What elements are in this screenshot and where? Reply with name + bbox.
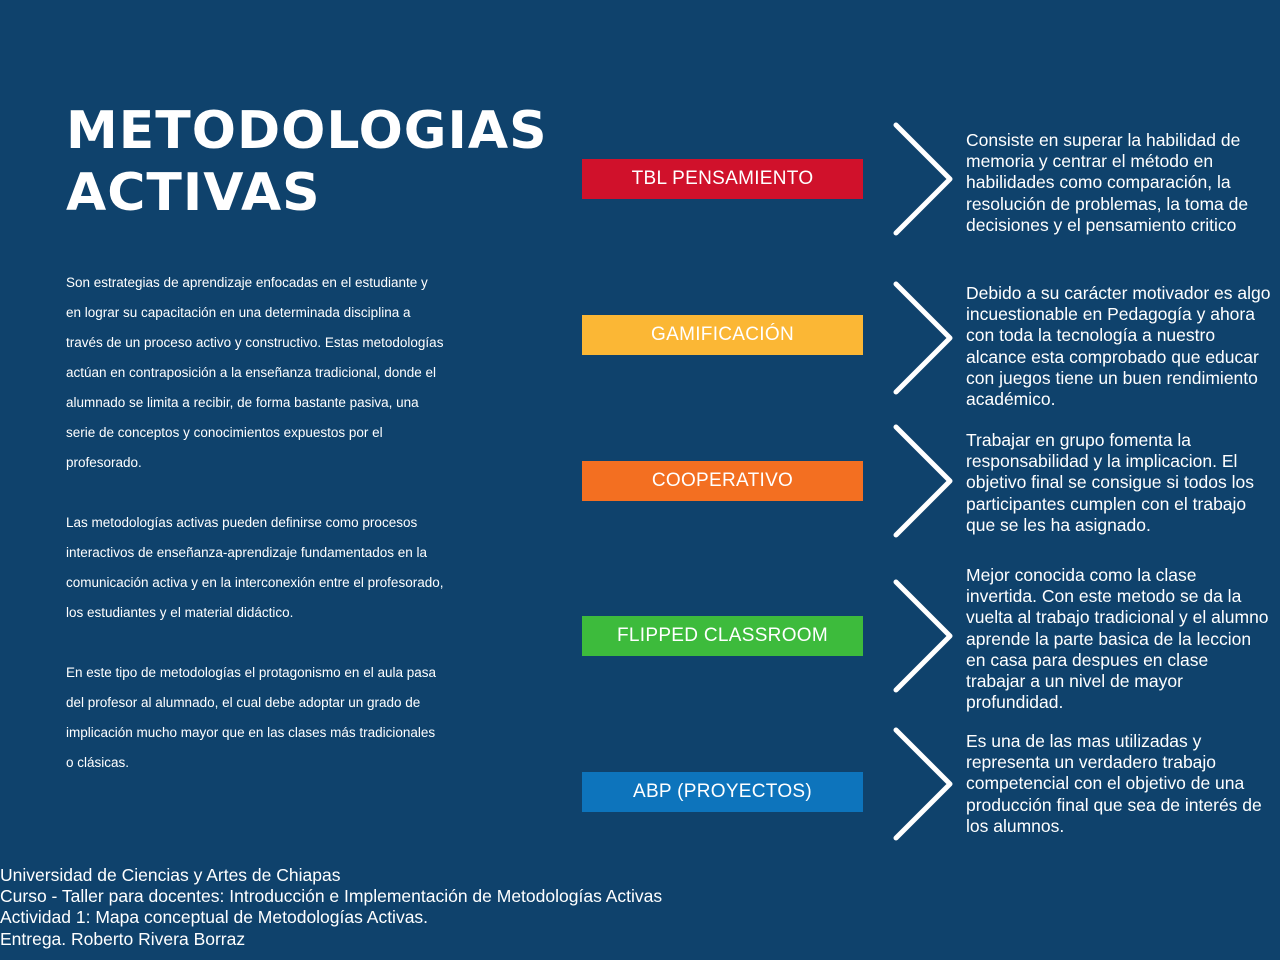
method-box-abp: ABP (PROYECTOS) bbox=[582, 772, 863, 812]
method-description-gamificacion: Debido a su carácter motivador es algo incuestionable en Pedagogía y ahora con toda la tecnología a nuestro alcance esta comprobado que educar con juegos tiene un buen rendimiento académico. bbox=[966, 283, 1271, 410]
method-description-tbl: Consiste en superar la habilidad de memoria y centrar el método en habilidades como comparación, la resolución de problemas, la toma de decisiones y el pensamiento critico bbox=[966, 130, 1249, 235]
footer-author: Entrega. Roberto Rivera Borraz bbox=[0, 928, 246, 949]
method-description-cooperativo: Trabajar en grupo fomenta la responsabilidad y la implicacion. El objetivo final se consigue si todos los participantes cumplen con el trabajo que se les ha asignado. bbox=[966, 430, 1254, 535]
chevron-right-icon bbox=[890, 121, 960, 237]
footer-credits bbox=[0, 865, 662, 950]
title-line-1: METODOLOGIAS bbox=[66, 101, 548, 161]
page-title bbox=[66, 100, 548, 224]
footer-activity: Actividad 1: Mapa conceptual de Metodologías Activas. bbox=[0, 907, 429, 928]
method-box-gamificacion: GAMIFICACIÓN bbox=[582, 315, 863, 355]
intro-paragraph: Son estrategias de aprendizaje enfocadas en el estudiante y en lograr su capacitación en una determinada disciplina a través de un proceso activo y constructivo. Estas metodologías actúan en contraposición a la enseñanza tradicional, donde el alumnado se limita a recibir, de forma bastante pasiva, una serie de conceptos y conocimientos expuestos por el profesorado. bbox=[66, 275, 444, 470]
method-box-flipped-classroom: FLIPPED CLASSROOM bbox=[582, 616, 863, 656]
intro-paragraph: Las metodologías activas pueden definirse como procesos interactivos de enseñanza-aprendizaje fundamentados en la comunicación activa y en la interconexión entre el profesorado, los estudiantes y el material didáctico. bbox=[66, 515, 444, 620]
chevron-right-icon bbox=[890, 726, 960, 842]
chevron-right-icon bbox=[890, 423, 960, 539]
method-description-flipped-classroom: Mejor conocida como la clase invertida. Con este metodo se da la vuelta al trabajo tradicional y el alumno aprende la parte basica de la leccion en casa para despues en clase trabajar a un nivel de mayor profundidad. bbox=[966, 565, 1269, 713]
chevron-right-icon bbox=[890, 280, 960, 396]
footer-course: Curso - Taller para docentes: Introducción e Implementación de Metodologías Activas bbox=[0, 886, 663, 907]
method-description-abp: Es una de las mas utilizadas y representa un verdadero trabajo competencial con el objetivo de una producción final que sea de interés de los alumnos. bbox=[966, 731, 1262, 836]
method-box-cooperativo: COOPERATIVO bbox=[582, 461, 863, 501]
chevron-right-icon bbox=[890, 578, 960, 694]
method-box-tbl: TBL PENSAMIENTO bbox=[582, 159, 863, 199]
title-line-2: ACTIVAS bbox=[66, 163, 321, 223]
footer-university: Universidad de Ciencias y Artes de Chiapas bbox=[0, 865, 341, 885]
intro-paragraph: En este tipo de metodologías el protagonismo en el aula pasa del profesor al alumnado, el cual debe adoptar un grado de implicación mucho mayor que en las clases más tradicionales o clásicas. bbox=[66, 665, 436, 770]
intro-text bbox=[66, 268, 446, 808]
